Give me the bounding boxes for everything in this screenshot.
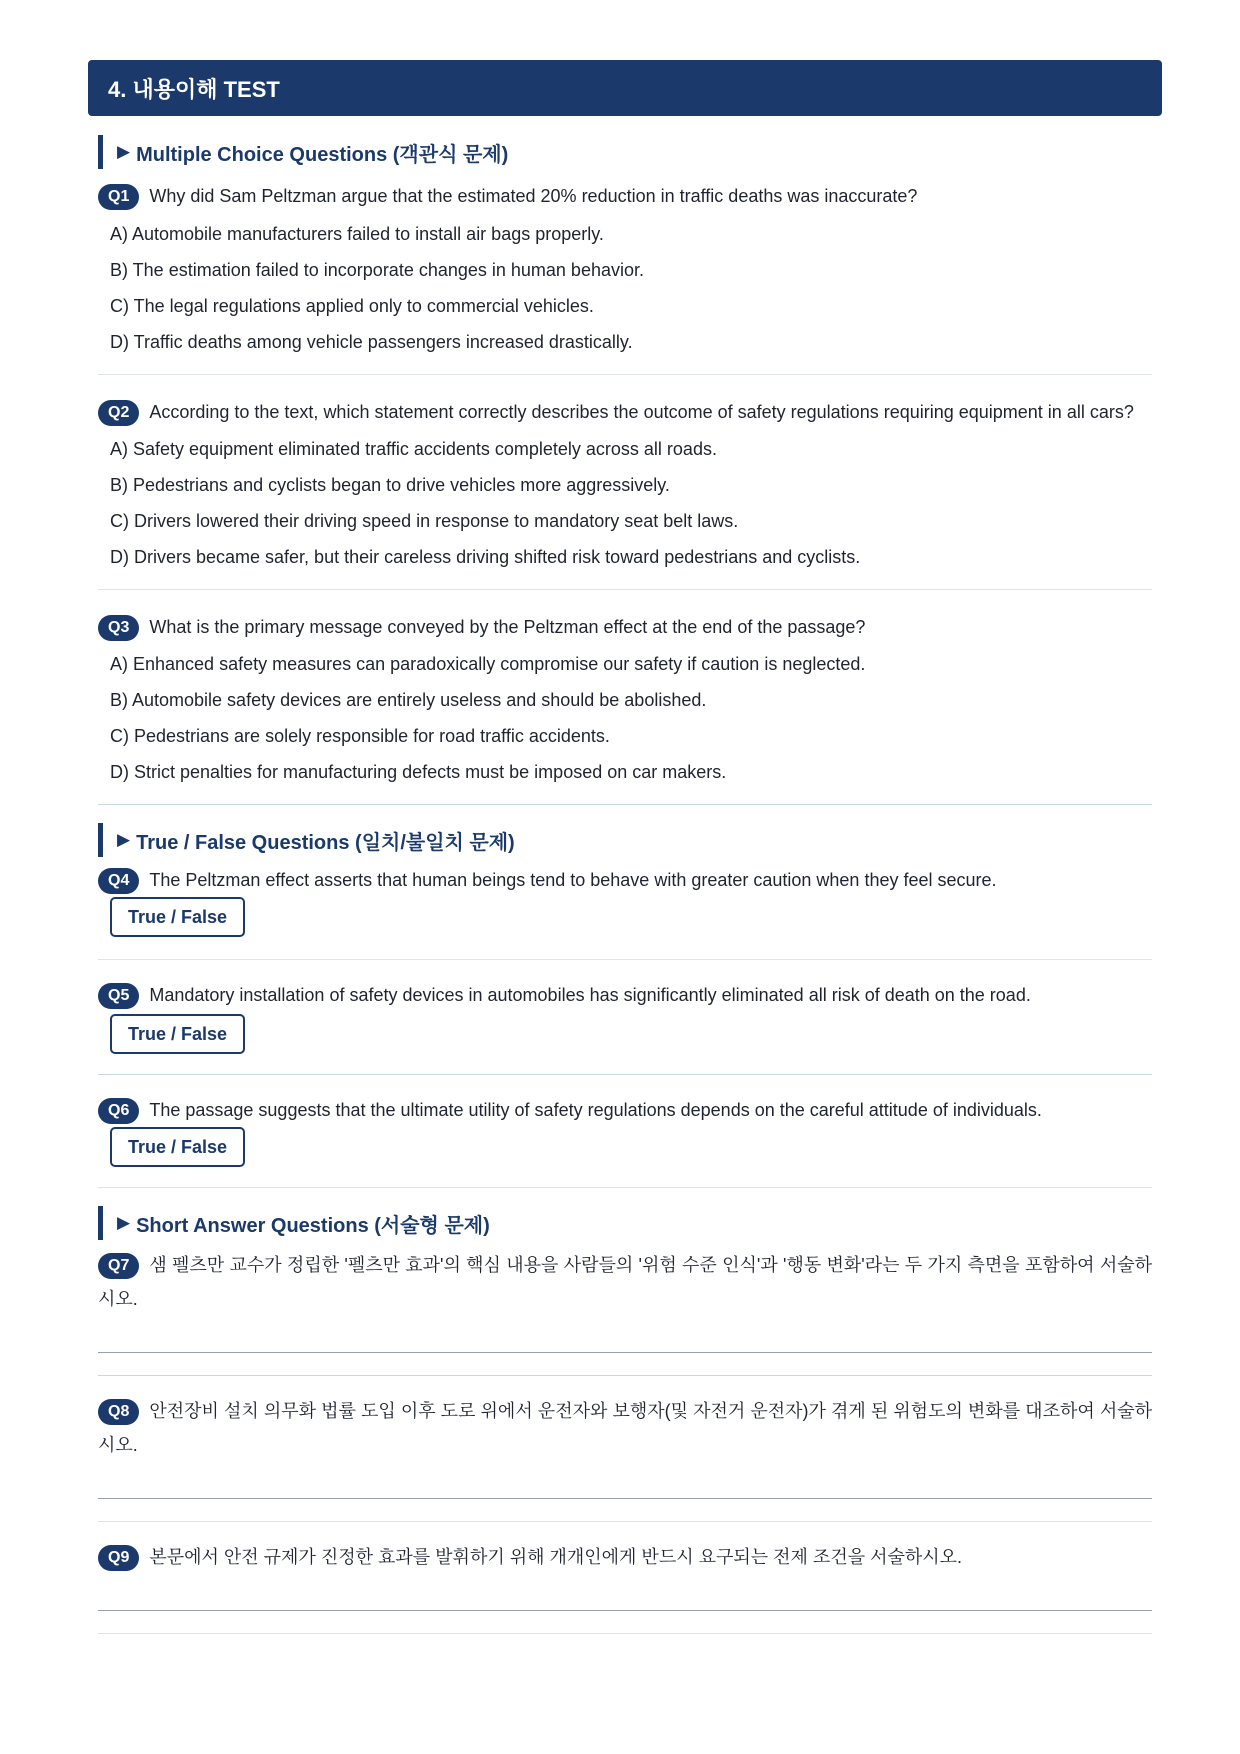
option-d: D) Drivers became safer, but their careless driving shifted risk toward pedestrians and cyclists. [110, 547, 861, 567]
question-text-row [98, 1248, 1152, 1316]
option-b: B) The estimation failed to incorporate changes in human behavior. [110, 260, 644, 280]
question-text: The passage suggests that the ultimate utility of safety regulations depends on the careful attitude of individuals. [149, 1100, 1042, 1120]
triangle-right-icon: ▶ [117, 830, 131, 849]
answer-choice-row [98, 1014, 1152, 1054]
section-divider [98, 804, 1152, 805]
question-text-row [98, 1540, 1152, 1574]
question-text-row [98, 179, 1152, 213]
question-text: 샘 펠츠만 교수가 정립한 '펠츠만 효과'의 핵심 내용을 사람들의 '위험 수준 인식'과 '행동 변화'라는 두 가지 측면을 포함하여 서술하시오. [98, 1255, 1152, 1309]
divider [98, 1187, 1152, 1188]
option-d: D) Strict penalties for manufacturing defects must be imposed on car makers. [110, 762, 727, 782]
option-list [98, 437, 1152, 569]
question-block-q6 [98, 1093, 1152, 1167]
question-block-q9 [98, 1540, 1152, 1611]
answer-writing-line[interactable] [98, 1352, 1152, 1353]
answer-choice-row [98, 1127, 1152, 1167]
section-title-label: True / False Questions (일치/불일치 문제) [136, 831, 515, 854]
divider [98, 374, 1152, 375]
option-a: A) Safety equipment eliminated traffic accidents completely across all roads. [110, 439, 717, 459]
question-text: 본문에서 안전 규제가 진정한 효과를 발휘하기 위해 개개인에게 반드시 요구되는 전제 조건을 서술하시오. [149, 1547, 963, 1567]
divider [98, 1375, 1152, 1376]
true-false-answer-box[interactable]: True / False [110, 897, 245, 937]
divider [98, 1521, 1152, 1522]
option-b: B) Pedestrians and cyclists began to drive vehicles more aggressively. [110, 475, 670, 495]
question-text: What is the primary message conveyed by the Peltzman effect at the end of the passage? [149, 617, 866, 637]
question-text-row [98, 1093, 1152, 1127]
divider [98, 1074, 1152, 1075]
option-c: C) Pedestrians are solely responsible for road traffic accidents. [110, 726, 610, 746]
question-block-q7 [98, 1248, 1152, 1353]
triangle-right-icon: ▶ [117, 142, 131, 161]
question-number-badge: Q6 [98, 1098, 139, 1124]
question-number-badge: Q8 [98, 1399, 139, 1425]
option-d: D) Traffic deaths among vehicle passengers increased drastically. [110, 332, 633, 352]
answer-writing-line[interactable] [98, 1498, 1152, 1499]
page-header [88, 60, 1162, 116]
question-number-badge: Q4 [98, 868, 139, 894]
option-c: C) The legal regulations applied only to commercial vehicles. [110, 296, 594, 316]
question-number-badge: Q3 [98, 615, 139, 641]
divider [98, 589, 1152, 590]
question-number-badge: Q9 [98, 1545, 139, 1571]
divider [98, 1633, 1152, 1634]
section-title-multiple-choice [98, 135, 1152, 169]
option-a: A) Automobile manufacturers failed to install air bags properly. [110, 224, 604, 244]
question-block-q5 [98, 978, 1152, 1054]
option-c: C) Drivers lowered their driving speed in response to mandatory seat belt laws. [110, 511, 739, 531]
option-list [98, 652, 1152, 784]
question-number-badge: Q2 [98, 400, 139, 426]
option-b: B) Automobile safety devices are entirely useless and should be abolished. [110, 690, 707, 710]
question-text-row [98, 395, 1152, 429]
question-block-q2 [98, 395, 1152, 569]
question-text-row [98, 863, 1152, 897]
question-number-badge: Q7 [98, 1253, 139, 1279]
question-number-badge: Q1 [98, 184, 139, 210]
page-title: 4. 내용이해 TEST [108, 76, 280, 102]
divider [98, 959, 1152, 960]
question-text: 안전장비 설치 의무화 법률 도입 이후 도로 위에서 운전자와 보행자(및 자전거 운전자)가 겪게 된 위험도의 변화를 대조하여 서술하시오. [98, 1401, 1152, 1455]
answer-writing-line[interactable] [98, 1610, 1152, 1611]
worksheet-content [98, 135, 1152, 1634]
question-text-row [98, 610, 1152, 644]
true-false-answer-box[interactable]: True / False [110, 1127, 245, 1167]
question-text: According to the text, which statement correctly describes the outcome of safety regulations requiring equipment in all cars? [149, 402, 1134, 422]
question-text: The Peltzman effect asserts that human beings tend to behave with greater caution when they feel secure. [149, 870, 997, 890]
option-list [98, 222, 1152, 354]
triangle-right-icon: ▶ [117, 1213, 131, 1232]
question-text: Mandatory installation of safety devices in automobiles has significantly eliminated all risk of death on the road. [149, 985, 1031, 1005]
question-text: Why did Sam Peltzman argue that the estimated 20% reduction in traffic deaths was inaccurate? [149, 186, 918, 206]
question-block-q4 [98, 863, 1152, 937]
question-text-row [98, 1394, 1152, 1462]
true-false-answer-box[interactable]: True / False [110, 1014, 245, 1054]
section-title-true-false [98, 823, 1152, 857]
section-title-label: Short Answer Questions (서술형 문제) [136, 1214, 490, 1237]
question-number-badge: Q5 [98, 983, 139, 1009]
answer-choice-row [98, 897, 1152, 937]
section-title-label: Multiple Choice Questions (객관식 문제) [136, 143, 509, 166]
question-block-q1 [98, 179, 1152, 354]
worksheet-page [88, 60, 1162, 1634]
question-block-q3 [98, 610, 1152, 784]
option-a: A) Enhanced safety measures can paradoxically compromise our safety if caution is neglected. [110, 654, 866, 674]
question-text-row [98, 978, 1152, 1012]
question-block-q8 [98, 1394, 1152, 1499]
section-title-short-answer [98, 1206, 1152, 1240]
